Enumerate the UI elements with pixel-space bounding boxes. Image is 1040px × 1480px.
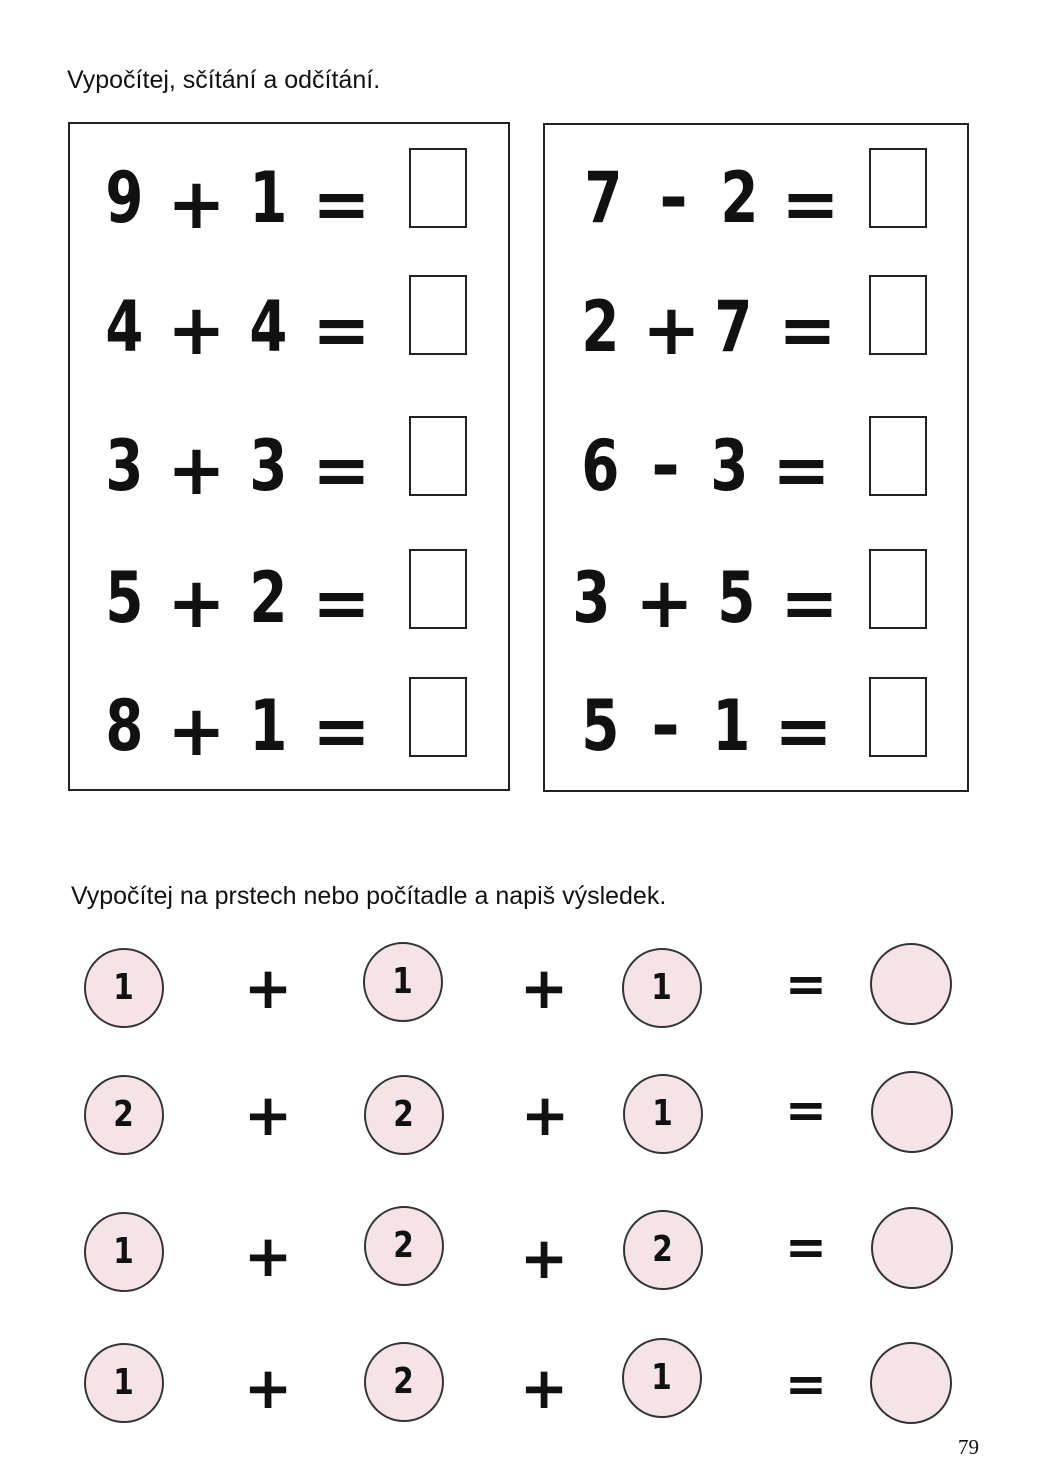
answer-box[interactable]: [869, 148, 927, 228]
equals-sign: =: [312, 289, 370, 371]
equals-sign: =: [785, 1081, 827, 1139]
equals-sign: =: [312, 690, 370, 772]
operator: -: [650, 425, 680, 507]
answer-box[interactable]: [409, 148, 467, 228]
operand-a: 8: [105, 685, 143, 767]
number-circle-c: 1: [622, 1338, 702, 1418]
operand-b: 5: [717, 557, 755, 639]
answer-box[interactable]: [869, 549, 927, 629]
equals-sign: =: [785, 955, 827, 1013]
page-number: 79: [958, 1435, 979, 1459]
operator: +: [635, 562, 693, 644]
result-circle[interactable]: [871, 1207, 953, 1289]
operand-b: 1: [249, 685, 287, 767]
number-circle-c: 2: [623, 1210, 703, 1290]
plus-sign: +: [243, 1354, 293, 1422]
operator: +: [167, 562, 225, 644]
number-circle-b: 2: [364, 1075, 444, 1155]
result-circle[interactable]: [871, 1071, 953, 1153]
number-circle-a: 1: [84, 948, 164, 1028]
operand-a: 9: [105, 157, 143, 239]
equals-sign: =: [785, 1355, 827, 1413]
operand-b: 7: [714, 286, 752, 368]
operand-a: 4: [105, 286, 143, 368]
answer-box[interactable]: [409, 677, 467, 757]
answer-box[interactable]: [409, 275, 467, 355]
equals-sign: =: [312, 163, 370, 245]
equals-sign: =: [778, 289, 836, 371]
number-circle-a: 1: [84, 1212, 164, 1292]
operator: +: [167, 289, 225, 371]
equals-sign: =: [781, 163, 839, 245]
plus-sign: +: [243, 954, 293, 1022]
answer-box[interactable]: [869, 416, 927, 496]
operator: +: [167, 163, 225, 245]
operand-a: 5: [581, 685, 619, 767]
number-circle-a: 1: [84, 1343, 164, 1423]
operand-b: 3: [249, 425, 287, 507]
operand-b: 2: [249, 557, 287, 639]
operator: +: [167, 690, 225, 772]
exercise-1-heading: Vypočítej, sčítání a odčítání.: [67, 66, 381, 94]
operand-a: 7: [584, 157, 622, 239]
equals-sign: =: [780, 562, 838, 644]
number-circle-b: 2: [364, 1342, 444, 1422]
operator: -: [658, 157, 688, 239]
equals-sign: =: [785, 1218, 827, 1276]
number-circle-c: 1: [622, 948, 702, 1028]
number-circle-b: 2: [364, 1206, 444, 1286]
plus-sign: +: [519, 954, 569, 1022]
answer-box[interactable]: [869, 275, 927, 355]
equals-sign: =: [774, 690, 832, 772]
plus-sign: +: [243, 1222, 293, 1290]
operand-b: 1: [712, 685, 750, 767]
operand-b: 3: [710, 425, 748, 507]
answer-box[interactable]: [869, 677, 927, 757]
equals-sign: =: [312, 429, 370, 511]
equals-sign: =: [312, 562, 370, 644]
answer-box[interactable]: [409, 549, 467, 629]
operand-a: 3: [572, 557, 610, 639]
operand-a: 3: [105, 425, 143, 507]
plus-sign: +: [519, 1224, 569, 1292]
operand-b: 4: [249, 286, 287, 368]
operand-a: 6: [581, 425, 619, 507]
number-circle-b: 1: [363, 942, 443, 1022]
equals-sign: =: [772, 429, 830, 511]
answer-box[interactable]: [409, 416, 467, 496]
operator: +: [167, 429, 225, 511]
operand-b: 2: [720, 157, 758, 239]
result-circle[interactable]: [870, 943, 952, 1025]
plus-sign: +: [520, 1081, 570, 1149]
exercise-2-heading: Vypočítej na prstech nebo počítadle a napiš výsledek.: [71, 882, 667, 910]
plus-sign: +: [519, 1354, 569, 1422]
plus-sign: +: [243, 1081, 293, 1149]
operand-a: 2: [581, 286, 619, 368]
number-circle-c: 1: [623, 1074, 703, 1154]
operator: +: [642, 289, 700, 371]
result-circle[interactable]: [870, 1342, 952, 1424]
operand-a: 5: [105, 557, 143, 639]
operand-b: 1: [249, 157, 287, 239]
number-circle-a: 2: [84, 1075, 164, 1155]
operator: -: [650, 685, 680, 767]
